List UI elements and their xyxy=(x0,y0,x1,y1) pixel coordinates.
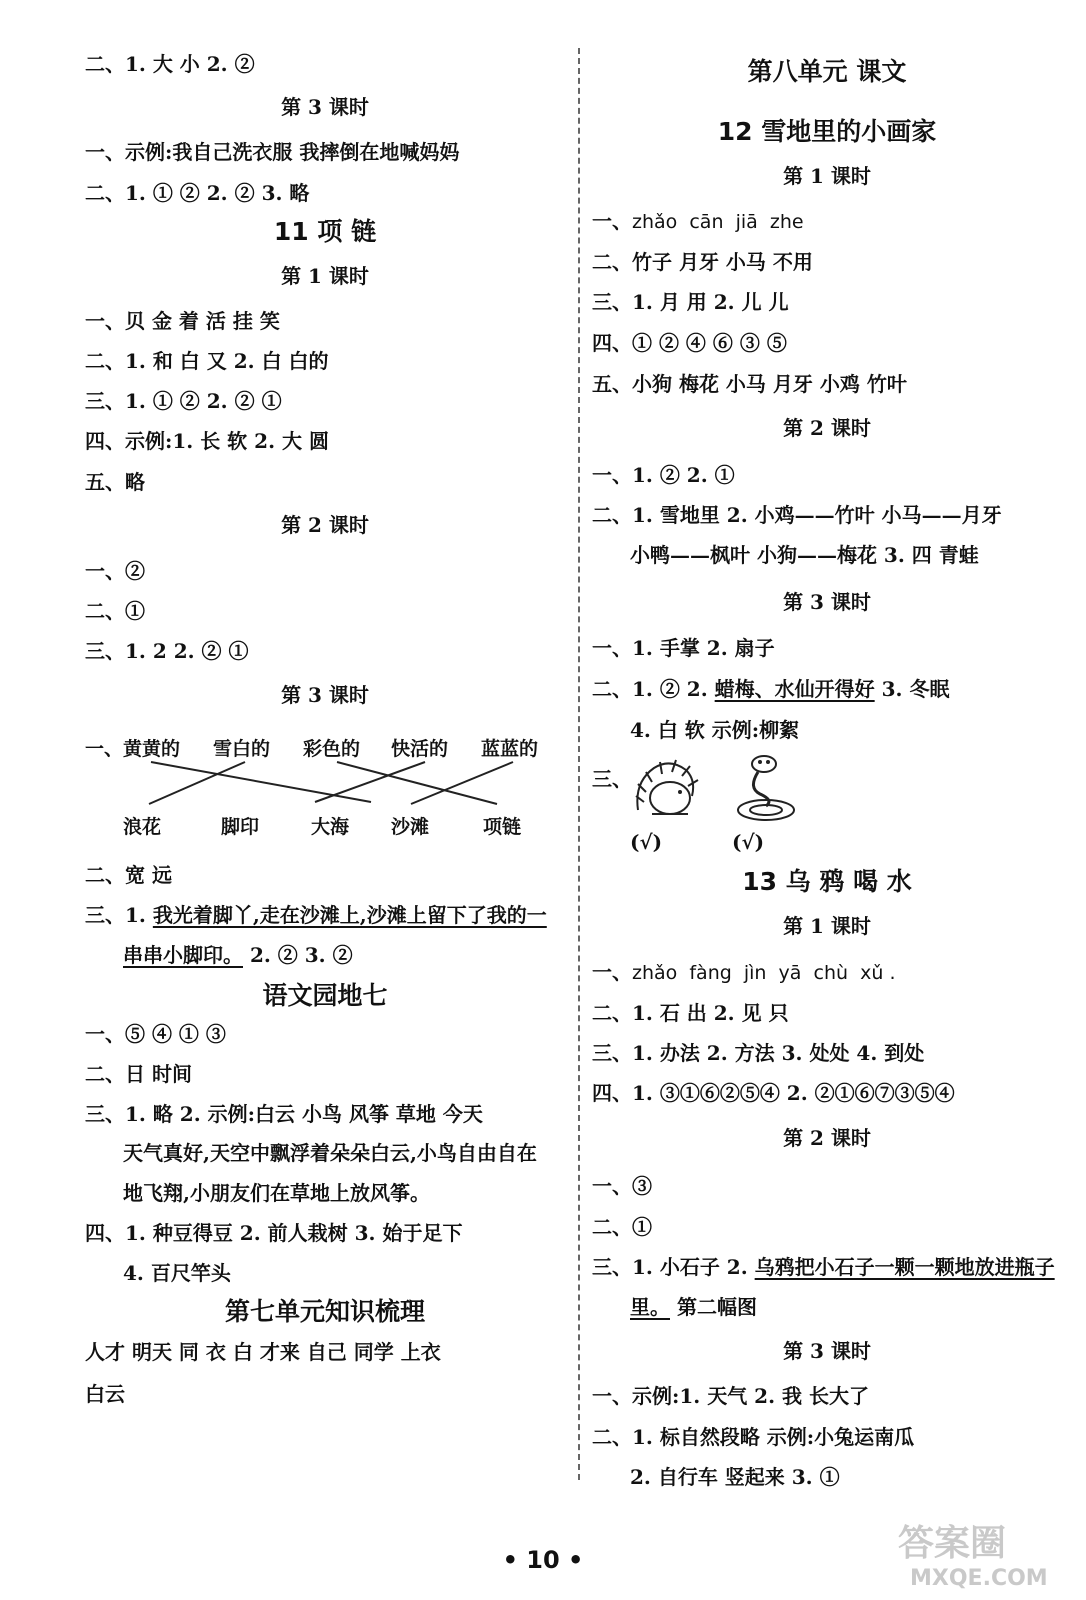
answer-line: 二、日 时间 xyxy=(85,1062,192,1086)
section-heading: 第 3 课时 xyxy=(281,95,369,119)
answer-prefix: 二、1. ② 2. xyxy=(592,677,715,701)
answer-prefix: 三、1. xyxy=(85,903,153,927)
answer-prefix: 三、1. 小石子 2. xyxy=(592,1255,755,1279)
answer-line: 4. 白 软 示例:柳絮 xyxy=(630,718,800,742)
matching-exercise xyxy=(85,728,565,848)
lesson-title: 12 雪地里的小画家 xyxy=(717,117,937,146)
answer-line: 三、 xyxy=(592,767,632,791)
section-heading: 第 2 课时 xyxy=(281,513,369,537)
answer-line: 三、1. 办法 2. 方法 3. 处处 4. 到处 xyxy=(592,1041,925,1065)
section-heading: 第 3 课时 xyxy=(783,1339,871,1363)
answer-line: 四、1. ③①⑥②⑤④ 2. ②①⑥⑦③⑤④ xyxy=(592,1081,955,1105)
pinyin-answer: zhǎo fàng jìn yā chù xǔ . xyxy=(632,962,896,984)
answer-line: 五、小狗 梅花 小马 月牙 小鸡 竹叶 xyxy=(592,372,907,396)
match-word-top: 雪白的 xyxy=(213,738,271,760)
answer-line: 地飞翔,小朋友们在草地上放风筝。 xyxy=(123,1181,430,1205)
answer-line: 天气真好,天空中飘浮着朵朵白云,小鸟自由自在 xyxy=(123,1141,537,1165)
answer-line: 一、示例:1. 天气 2. 我 长大了 xyxy=(592,1384,869,1408)
answer-line: 二、宽 远 xyxy=(85,863,172,887)
answer-line: 二、1. 大 小 2. ② xyxy=(85,52,255,76)
answer-line: 一、1. ② 2. ① xyxy=(592,463,735,487)
answer-line: 五、略 xyxy=(85,470,145,494)
match-word-top: 彩色的 xyxy=(303,738,361,760)
answer-line xyxy=(123,941,353,969)
check-mark-answer: (√) xyxy=(630,830,663,854)
unit-title: 第八单元 课文 xyxy=(747,57,907,86)
column-divider xyxy=(578,48,580,1480)
answer-line: 二、① xyxy=(85,599,145,623)
match-word-top: 快活的 xyxy=(391,738,449,760)
answer-line: 二、1. ① ② 2. ② 3. 略 xyxy=(85,181,310,205)
answer-line: 三、1. 月 用 2. 儿 儿 xyxy=(592,290,789,314)
section-heading: 第 2 课时 xyxy=(783,1126,871,1150)
answer-line: 四、1. 种豆得豆 2. 前人栽树 3. 始于足下 xyxy=(85,1221,463,1245)
answer-line: 二、1. 和 白 又 2. 白 白的 xyxy=(85,349,329,373)
match-word-bottom: 沙滩 xyxy=(391,816,430,838)
answer-line: 一、⑤ ④ ① ③ xyxy=(85,1022,226,1046)
section-title: 第七单元知识梳理 xyxy=(224,1297,425,1326)
match-word-top: 蓝蓝的 xyxy=(481,738,539,760)
answer-line: 一、1. 手掌 2. 扇子 xyxy=(592,636,775,660)
answer-line xyxy=(592,675,949,703)
section-heading: 第 3 课时 xyxy=(281,683,369,707)
section-heading: 第 1 课时 xyxy=(783,164,871,188)
answer-line: 二、1. 标自然段略 示例:小兔运南瓜 xyxy=(592,1425,915,1449)
answer-line: 一、② xyxy=(85,559,145,583)
pinyin-answer: zhǎo cān jiā zhe xyxy=(632,211,804,233)
underlined-answer: 里。 xyxy=(630,1295,670,1319)
answer-line: 一、示例:我自己洗衣服 我摔倒在地喊妈妈 xyxy=(85,140,460,164)
answer-line: 4. 百尺竿头 xyxy=(123,1261,231,1285)
underlined-answer: 串串小脚印。 xyxy=(123,943,243,967)
matching-prefix: 一、 xyxy=(85,738,124,760)
lesson-title: 13 乌 鸦 喝 水 xyxy=(742,867,912,896)
answer-line: 三、1. 2 2. ② ① xyxy=(85,639,249,663)
answer-line: 白云 xyxy=(85,1382,125,1406)
answer-line xyxy=(592,207,804,236)
answer-line: 二、1. 雪地里 2. 小鸡——竹叶 小马——月牙 xyxy=(592,503,1002,527)
page-number: • 10 • xyxy=(502,1546,584,1574)
answer-line: 三、1. 略 2. 示例:白云 小鸟 风筝 草地 今天 xyxy=(85,1102,483,1126)
answer-line: 二、竹子 月牙 小马 不用 xyxy=(592,250,813,274)
check-mark-answer: (√) xyxy=(732,830,765,854)
section-heading: 第 2 课时 xyxy=(783,416,871,440)
answer-text: 2. ② 3. ② xyxy=(243,943,353,967)
answer-text: 3. 冬眠 xyxy=(874,677,950,701)
answer-line: 二、1. 石 出 2. 见 只 xyxy=(592,1001,789,1025)
hedgehog-icon xyxy=(630,752,702,824)
match-word-top: 黄黄的 xyxy=(123,738,181,760)
underlined-answer: 蜡梅、水仙开得好 xyxy=(714,677,875,701)
snake-icon xyxy=(730,752,800,824)
answer-line: 2. 自行车 竖起来 3. ① xyxy=(630,1465,840,1489)
answer-line: 二、① xyxy=(592,1215,652,1239)
answer-line xyxy=(630,1293,757,1321)
answer-prefix: 一、 xyxy=(592,960,632,984)
watermark-url: MXQE.COM xyxy=(910,1566,1048,1591)
answer-line: 人才 明天 同 衣 白 才来 自己 同学 上衣 xyxy=(85,1340,441,1364)
answer-prefix: 一、 xyxy=(592,209,632,233)
match-word-bottom: 大海 xyxy=(311,816,350,838)
answer-line xyxy=(592,958,896,987)
answer-line: 一、贝 金 着 活 挂 笑 xyxy=(85,309,280,333)
answer-line: 一、③ xyxy=(592,1174,652,1198)
match-word-bottom: 项链 xyxy=(483,816,522,838)
answer-line: 小鸭——枫叶 小狗——梅花 3. 四 青蛙 xyxy=(630,543,979,567)
section-heading: 第 3 课时 xyxy=(783,590,871,614)
section-heading: 第 1 课时 xyxy=(783,914,871,938)
answer-line: 四、示例:1. 长 软 2. 大 圆 xyxy=(85,429,329,453)
match-word-bottom: 浪花 xyxy=(123,816,162,838)
answer-line xyxy=(85,901,547,929)
lesson-title: 11 项 链 xyxy=(273,217,377,246)
match-word-bottom: 脚印 xyxy=(221,816,260,838)
answer-line: 三、1. ① ② 2. ② ① xyxy=(85,389,282,413)
underlined-answer: 我光着脚丫,走在沙滩上,沙滩上留下了我的一 xyxy=(152,903,547,927)
answer-line xyxy=(592,1253,1055,1281)
underlined-answer: 乌鸦把小石子一颗一颗地放进瓶子 xyxy=(754,1255,1055,1279)
section-heading: 第 1 课时 xyxy=(281,264,369,288)
watermark-logo: 答案圈 xyxy=(898,1523,1007,1564)
section-title: 语文园地七 xyxy=(262,981,388,1010)
answer-text: 第二幅图 xyxy=(670,1295,757,1319)
answer-line: 四、① ② ④ ⑥ ③ ⑤ xyxy=(592,331,787,355)
